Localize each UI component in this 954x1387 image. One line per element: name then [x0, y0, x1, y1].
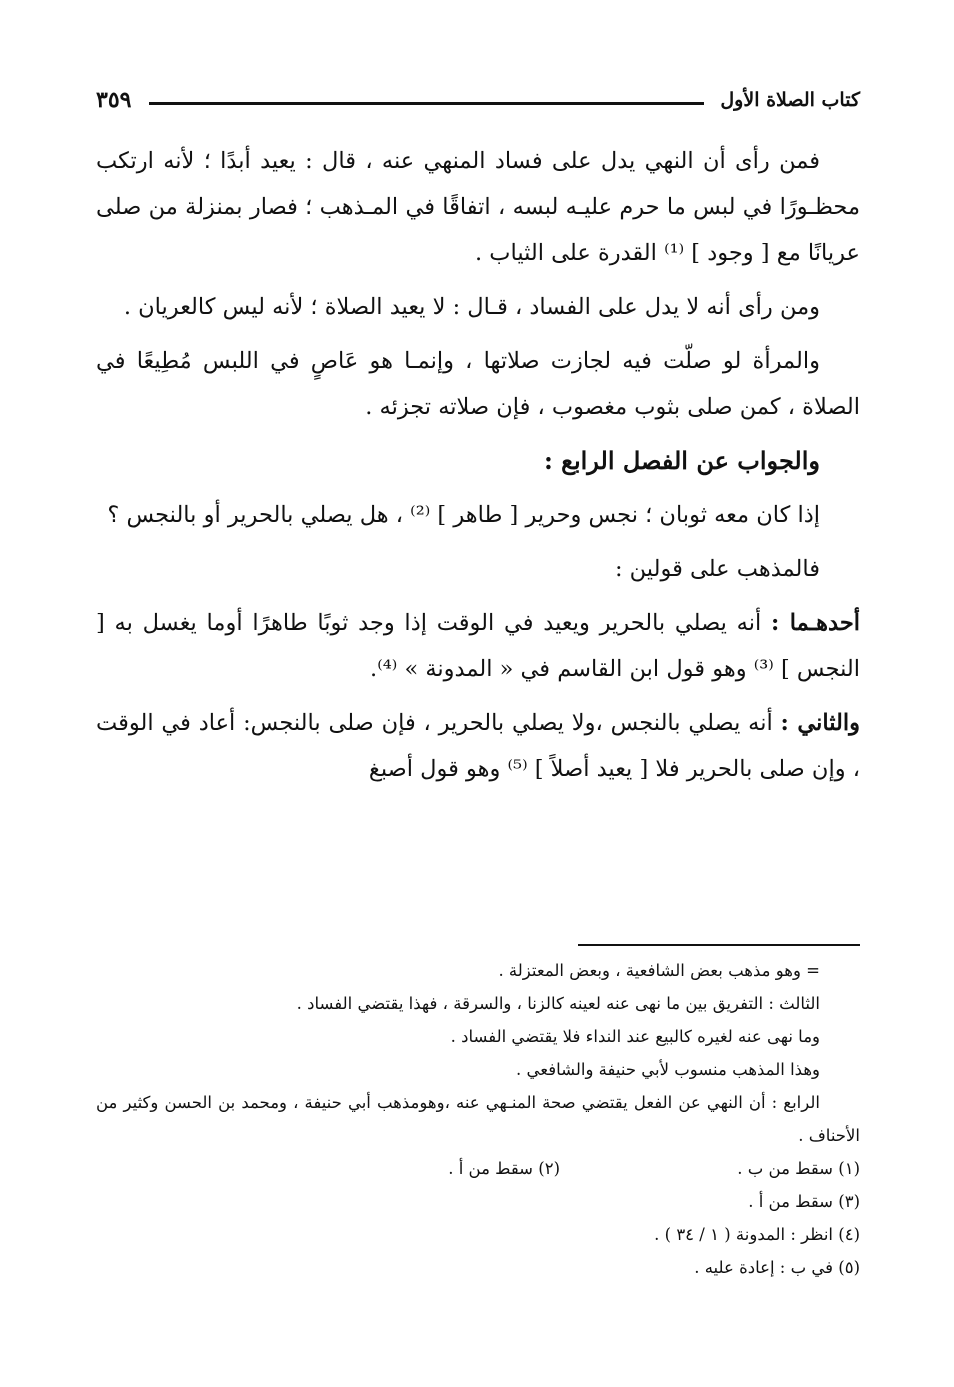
footnote-third-view-cont: وما نهى عنه لغيره كالبيع عند النداء فلا يقتضي الفساد .: [450, 1027, 820, 1046]
footnotes: [96, 954, 860, 1284]
paragraph-7-lead: والثاني :: [780, 710, 860, 736]
paragraph-1: فمن رأى أن النهي يدل على فساد المنهي عنه ، قال : يعيد أبدًا ؛ لأنه ارتكب محظـورًا في لبس ما حرم عليـه لبسه ، اتفاقًا في المـذهب ؛ فصار بمنزلة من صلى عريانًا مع [ وجود ] ⁽¹⁾ القدرة على الثياب .: [96, 148, 860, 266]
footnote-4: (٤) انظر : المدونة ( ١ / ٣٤ ) .: [654, 1225, 860, 1244]
footnote-row-1-2: [96, 1152, 860, 1185]
paragraph-7: [96, 700, 860, 792]
paragraph-2: ومن رأى أنه لا يدل على الفساد ، قـال : لا يعيد الصلاة ؛ لأنه ليس كالعريان .: [123, 294, 820, 320]
footnote-continued: = وهو مذهب بعض الشافعية ، وبعض المعتزلة .: [498, 961, 820, 980]
paragraph-6: [96, 600, 860, 692]
page-number: ٣٥٩: [96, 87, 132, 113]
footnote-3: (٣) سقط من أ .: [748, 1192, 860, 1211]
paragraph-3: والمرأة لو صلّت فيه لجازت صلاتها ، وإنمـا هو عَاصٍ في اللبس مُطِيعًا في الصلاة ، كمن صلى بثوب مغصوب ، فإن صلاته تجزئه .: [96, 348, 860, 420]
footnote-5: (٥) في ب : إعادة عليه .: [694, 1258, 860, 1277]
footnote-1: (١) سقط من ب .: [737, 1159, 860, 1178]
header-rule: [149, 102, 704, 105]
footnote-attribution: وهذا المذهب منسوب لأبي حنيفة والشافعي .: [516, 1060, 820, 1079]
footnote-separator: [578, 944, 860, 946]
paragraph-6-lead: أحدهـما :: [770, 610, 861, 636]
footnote-2: (٢) سقط من أ .: [448, 1159, 560, 1178]
book-page: [96, 0, 860, 1387]
paragraph-4: إذا كان معه ثوبان ؛ نجس وحرير [ طاهر ] ⁽²⁾ ، هل يصلي بالحرير أو بالنجس ؟: [107, 502, 820, 528]
footnote-fourth-view: الرابع : أن النهي عن الفعل يقتضي صحة المنـهي عنه ،وهومذهب أبي حنيفة ، ومحمد بن الحسن وكثير من الأحناف .: [96, 1093, 860, 1145]
section-heading: والجواب عن الفصل الرابع :: [543, 446, 820, 475]
running-title: كتاب الصلاة الأول: [720, 89, 860, 111]
main-text: [96, 138, 860, 800]
paragraph-5: فالمذهب على قولين :: [614, 556, 820, 582]
paragraph-6-text: أنه يصلي بالحرير ويعيد في الوقت إذا وجد ثوبًا طاهرًا أوما يغسل به [ النجس ] ⁽³⁾ وهو قول ابن القاسم في « المدونة » ⁽⁴⁾.: [96, 610, 860, 682]
footnote-third-view: الثالث : التفريق بين ما نهى عنه لعينه كالزنا ، والسرقة ، فهذا يقتضي الفساد .: [296, 994, 820, 1013]
paragraph-7-text: أنه يصلي بالنجس ،ولا يصلي بالحرير ، فإن صلى بالنجس: أعاد في الوقت ، وإن صلى بالحرير فلا [ يعيد أصلاً ] ⁽⁵⁾ وهو قول أصبغ: [96, 710, 860, 782]
page-header: [96, 82, 860, 118]
